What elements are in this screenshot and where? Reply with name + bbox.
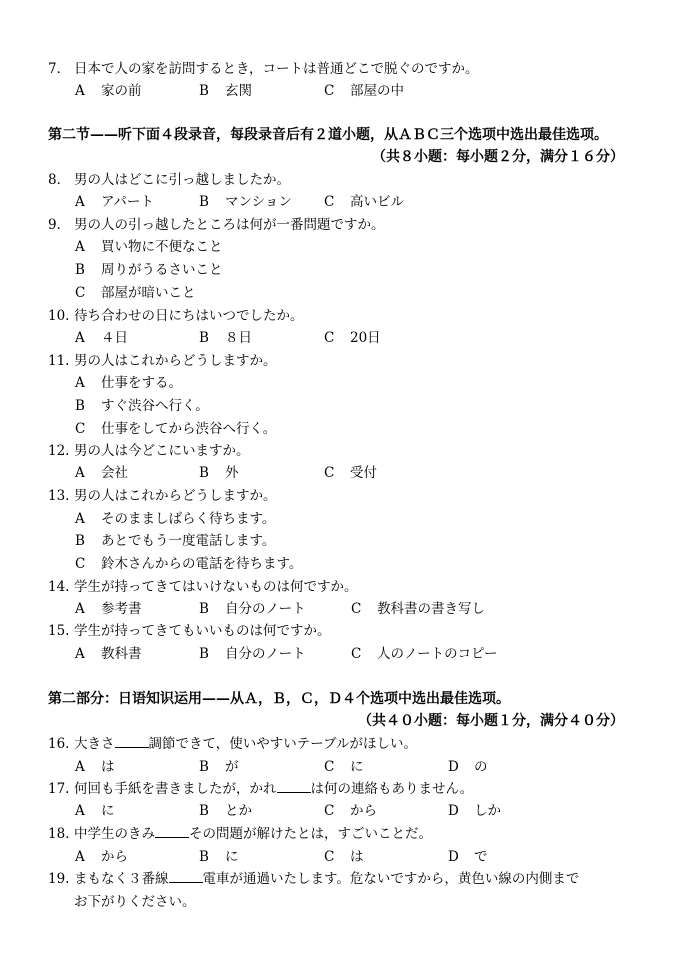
option-a[interactable]: A アパート [75, 194, 154, 210]
option-c[interactable]: C 人のノートのコピー [351, 646, 498, 662]
option-a[interactable]: A 教科書 [75, 646, 142, 662]
question-number: 17. [48, 781, 70, 797]
question-number: 13. [48, 488, 70, 504]
option-d[interactable]: D で [448, 849, 488, 865]
part-title: 第二部分：日语知识运用——从Ａ，Ｂ，Ｃ，Ｄ４个选项中选出最佳选项。 [48, 691, 510, 707]
question-10 [48, 305, 304, 327]
question-text: 学生が持ってきてもいいものは何ですか。 [74, 623, 331, 639]
option-c[interactable]: C 高いビル [324, 194, 404, 210]
question-18: 18. 中学生のきみ その問題が解けたとは，すごいことだ。 [48, 823, 432, 845]
option-c[interactable]: C 仕事をしてから渋谷へ行く。 [75, 421, 277, 437]
option-a[interactable]: A 仕事をする。 [75, 375, 182, 391]
answer-blank [155, 823, 189, 838]
option-d[interactable]: D しか [448, 803, 501, 819]
question-text: 日本で人の家を訪問するとき，コートは普通どこで脱ぐのですか。 [74, 61, 479, 77]
option-c[interactable]: C に [324, 759, 364, 775]
option-a[interactable]: A 家の前 [75, 83, 142, 99]
option-c[interactable]: C 受付 [324, 465, 377, 481]
question-number: 7． [48, 61, 71, 77]
option-b[interactable]: B あとでもう一度電話します。 [75, 533, 276, 549]
answer-blank [115, 733, 149, 748]
option-b[interactable]: B ８日 [199, 330, 252, 346]
option-a[interactable]: A ４日 [75, 330, 128, 346]
question-19-continued: お下がりください。 [74, 894, 196, 910]
option-a[interactable]: A から [75, 849, 128, 865]
question-19: 19. まもなく３番線 電車が通過いたします。危ないですから，黄色い線の内側まで [48, 868, 579, 890]
question-number: 15. [48, 623, 70, 639]
question-text: 待ち合わせの日にちはいつでしたか。 [74, 308, 304, 324]
question-text: 男の人はこれからどうしますか。 [74, 488, 277, 504]
question-text: 男の人はどこに引っ越しましたか。 [74, 172, 290, 188]
section-title: 第二节——听下面４段录音，每段录音后有２道小题，从ＡＢＣ三个选项中选出最佳选项。 [48, 127, 608, 143]
option-a[interactable]: A そのまましばらく待ちます。 [75, 511, 276, 527]
question-8 [48, 169, 290, 191]
section-subtitle: （共８小题：每小题２分，满分１６分） [372, 149, 624, 165]
question-text: 男の人は今どこにいますか。 [74, 443, 250, 459]
question-14 [48, 576, 358, 598]
part-subtitle: （共４０小题：每小题１分，满分４０分） [358, 713, 624, 729]
option-b[interactable]: B マンション [199, 194, 292, 210]
option-a[interactable]: A 会社 [75, 465, 128, 481]
question-text: 男の人はこれからどうしますか。 [74, 353, 277, 369]
option-a[interactable]: A 参考書 [75, 601, 142, 617]
question-9 [48, 214, 385, 236]
option-c[interactable]: C 鈴木さんからの電話を待ちます。 [75, 556, 303, 572]
option-b[interactable]: B 周りがうるさいこと [75, 262, 223, 278]
option-d[interactable]: D の [448, 759, 488, 775]
question-number: 12. [48, 443, 70, 459]
question-text: 男の人の引っ越したところは何が一番問題ですか。 [74, 217, 385, 233]
question-number: 9． [48, 217, 71, 233]
question-number: 10. [48, 308, 70, 324]
question-number: 14. [48, 579, 70, 595]
option-b[interactable]: B 自分のノート [199, 601, 306, 617]
option-a[interactable]: A 買い物に不便なこと [75, 239, 223, 255]
question-number: 11. [48, 353, 70, 369]
option-c[interactable]: C 教科書の書き写し [351, 601, 485, 617]
option-c[interactable]: C は [324, 849, 364, 865]
option-c[interactable]: C 20日 [324, 330, 381, 346]
question-number: 16. [48, 736, 70, 752]
option-b[interactable]: B 自分のノート [199, 646, 306, 662]
option-c[interactable]: C から [324, 803, 377, 819]
answer-blank [169, 868, 203, 883]
question-16: 16. 大きさ 調節できて，使いやすいテーブルがほしい。 [48, 733, 417, 755]
option-a[interactable]: A に [75, 803, 115, 819]
option-b[interactable]: B 外 [199, 465, 239, 481]
option-c[interactable]: C 部屋の中 [324, 83, 404, 99]
question-11 [48, 350, 277, 372]
question-13 [48, 485, 277, 507]
question-7 [48, 58, 478, 80]
question-number: 8． [48, 172, 71, 188]
option-b[interactable]: B に [199, 849, 239, 865]
option-b[interactable]: B が [199, 759, 239, 775]
option-b[interactable]: B 玄関 [199, 83, 252, 99]
question-text: 学生が持ってきてはいけないものは何ですか。 [74, 579, 358, 595]
option-a[interactable]: A は [75, 759, 115, 775]
option-b[interactable]: B とか [199, 803, 252, 819]
option-c[interactable]: C 部屋が暗いこと [75, 285, 196, 301]
option-b[interactable]: B すぐ渋谷へ行く。 [75, 398, 209, 414]
question-number: 19. [48, 871, 70, 887]
question-number: 18. [48, 826, 70, 842]
question-15 [48, 620, 331, 642]
question-17: 17. 何回も手紙を書きましたが，かれ は何の連絡もありません。 [48, 778, 473, 800]
answer-blank [277, 778, 311, 793]
question-12 [48, 440, 250, 462]
